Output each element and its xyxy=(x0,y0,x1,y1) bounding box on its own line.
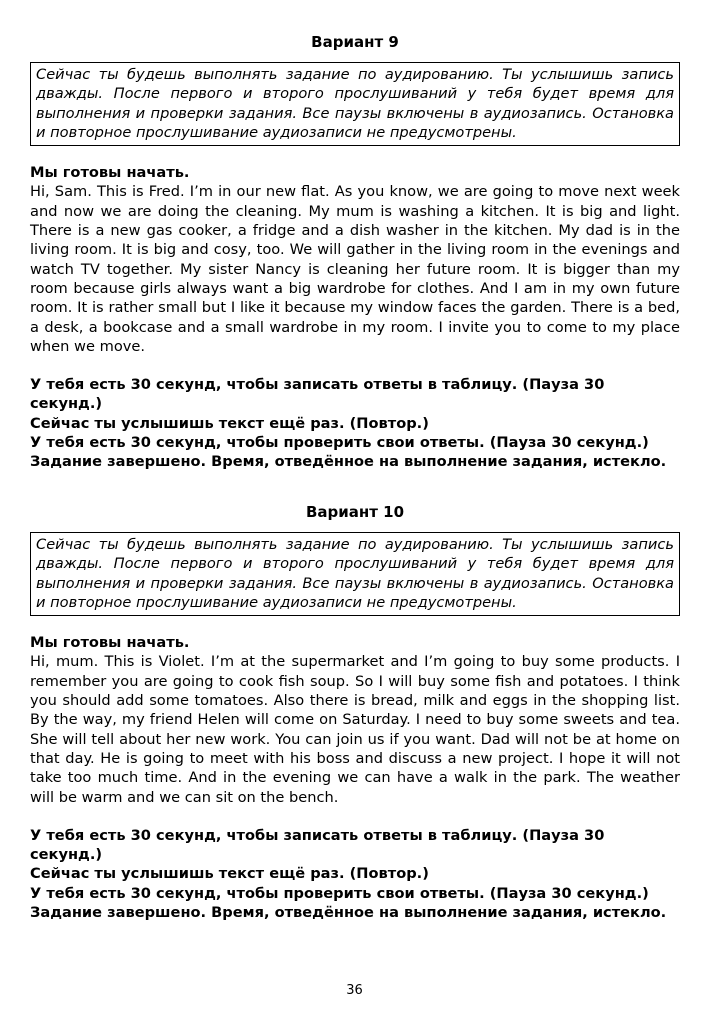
variant-title: Вариант 9 xyxy=(311,33,399,51)
closing-line: Задание завершено. Время, отведённое на выполнение задания, истекло. xyxy=(30,453,667,471)
ready-heading: Мы готовы начать. xyxy=(30,164,190,182)
audio-transcript: Hi, mum. This is Violet. I’m at the supermarket and I’m going to buy some products. I remember you are going to cook fish soup. So I will buy some fish and potatoes. I think you should add some tomatoes. Also there is bread, milk and eggs in the shopping list. By the way, my friend Helen will come on Saturday. I need to buy some sweets and tea. She will tell about her new work. You can join us if you want. Dad will not be at home on that day. He is going to meet with his boss and discuss a new project. I hope it will not take too much time. And in the evening we can have a walk in the park. The weather will be warm and we can sit on the bench. xyxy=(30,653,680,806)
closing-line: Сейчас ты услышишь текст ещё раз. (Повтор.) xyxy=(30,865,429,883)
variant-10-section xyxy=(30,503,680,922)
variant-title: Вариант 10 xyxy=(305,503,405,521)
closing-line: У тебя есть 30 секунд, чтобы записать ответы в таблицу. (Пауза 30 секунд.) xyxy=(30,826,605,864)
page-number: 36 xyxy=(346,983,363,998)
closing-line: Задание завершено. Время, отведённое на выполнение задания, истекло. xyxy=(30,904,667,922)
closing-line: У тебя есть 30 секунд, чтобы проверить свои ответы. (Пауза 30 секунд.) xyxy=(30,884,649,902)
variant-9-section xyxy=(30,33,680,472)
closing-line: У тебя есть 30 секунд, чтобы записать ответы в таблицу. (Пауза 30 секунд.) xyxy=(30,376,605,413)
closing-line: Сейчас ты услышишь текст ещё раз. (Повтор.) xyxy=(30,414,429,432)
audio-transcript: Hi, Sam. This is Fred. I’m in our new flat. As you know, we are going to move next week and now we are doing the cleaning. My mum is washing a kitchen. It is big and light. There is a new gas cooker, a fridge and a dish washer in the kitchen. My dad is in the living room. It is big and cosy, too. We will gather in the living room in the evenings and watch TV together. My sister Nancy is cleaning her future room. It is bigger than my room because girls always want a big wardrobe for clothes. And I am in my own future room. It is rather small but I like it because my window faces the garden. There is a bed, a desk, a bookcase and a small wardrobe in my room. I invite you to come to my place when we move. xyxy=(30,183,680,355)
instruction-box: Сейчас ты будешь выполнять задание по аудированию. Ты услышишь запись дважды. После первого и второго прослушиваний у тебя будет время для выполнения и проверки задания. Все паузы включены в аудиозапись. Остановка и повторное прослушивание аудиозаписи не предусмотрены. xyxy=(30,532,680,616)
closing-line: У тебя есть 30 секунд, чтобы проверить свои ответы. (Пауза 30 секунд.) xyxy=(30,434,649,452)
ready-heading: Мы готовы начать. xyxy=(30,634,190,652)
instruction-box: Сейчас ты будешь выполнять задание по аудированию. Ты услышишь запись дважды. После первого и второго прослушиваний у тебя будет время для выполнения и проверки задания. Все паузы включены в аудиозапись. Остановка и повторное прослушивание аудиозаписи не предусмотрены. xyxy=(30,62,680,146)
